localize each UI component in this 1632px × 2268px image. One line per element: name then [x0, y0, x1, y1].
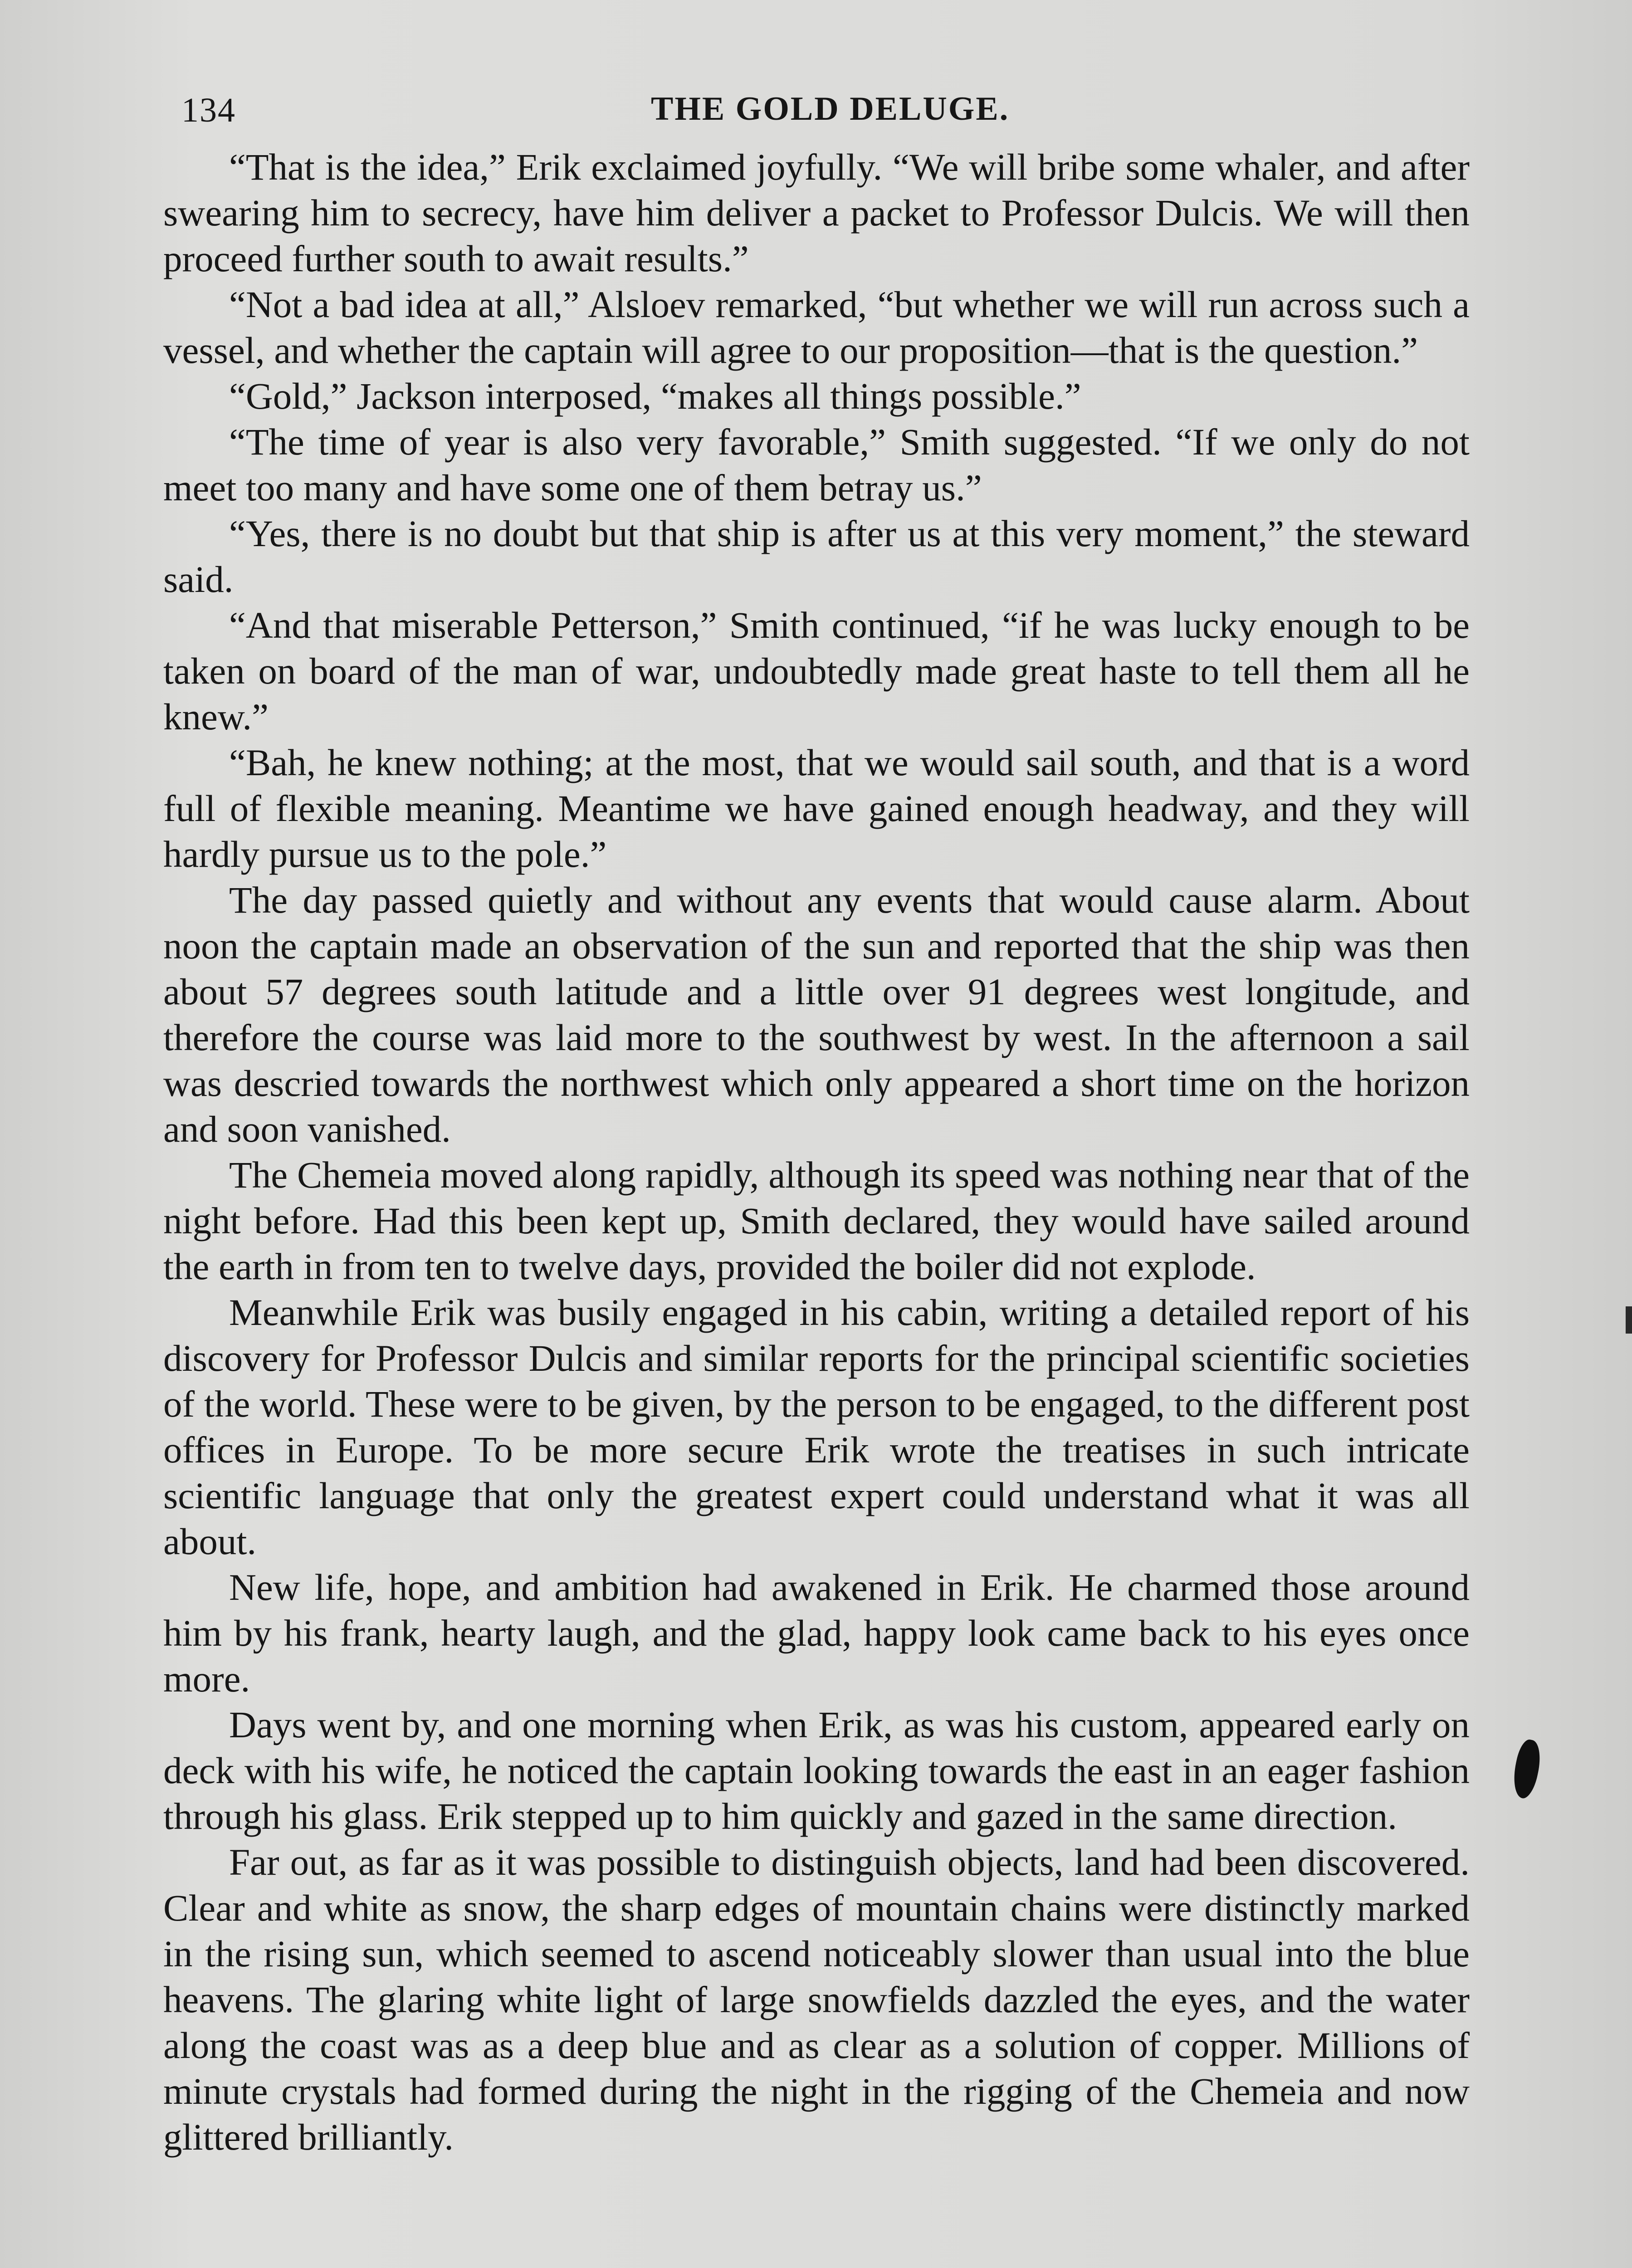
paragraph: “The time of year is also very favorable,” Smith suggested. “If we only do not meet too many and have some one of them betray us.”	[163, 421, 1470, 508]
page-edge-mark	[1626, 1306, 1632, 1334]
paragraph: Meanwhile Erik was busily engaged in his cabin, writing a detailed report of his discovery for Professor Dulcis and similar reports for the principal scientific societies of the world. These were to be given, by the person to be engaged, to the different post offices in Europe. To be more secure Erik wrote the treatises in such intricate scientific language that only the greatest expert could understand what it was all about.	[163, 1291, 1470, 1562]
paragraph: Far out, as far as it was possible to distinguish objects, land had been discovered. Clear and white as snow, the sharp edges of mountain chains were distinctly marked in the rising sun, which seemed to ascend noticeably slower than usual into the blue heavens. The glaring white light of large snowfields dazzled the eyes, and the water along the coast was as a deep blue and as clear as a solution of copper. Millions of minute crystals had formed during the night in the rigging of the Chemeia and now glittered brilliantly.	[163, 1841, 1470, 2158]
body-text	[163, 144, 1470, 2160]
paragraph: “Yes, there is no doubt but that ship is after us at this very moment,” the steward said.	[163, 513, 1470, 600]
paragraph: “And that miserable Petterson,” Smith continued, “if he was lucky enough to be taken on board of the man of war, undoubtedly made great haste to tell them all he knew.”	[163, 604, 1470, 738]
running-title: THE GOLD DELUGE.	[651, 90, 1010, 127]
paragraph: The Chemeia moved along rapidly, although its speed was nothing near that of the night before. Had this been kept up, Smith declared, they would have sailed around the earth in from ten to twelve days, provided the boiler did not explode.	[163, 1154, 1470, 1287]
paragraph: Days went by, and one morning when Erik, as was his custom, appeared early on deck with his wife, he noticed the captain looking towards the east in an eager fashion through his glass. Erik stepped up to him quickly and gazed in the same direction.	[163, 1704, 1470, 1837]
paragraph: The day passed quietly and without any events that would cause alarm. About noon the captain made an observation of the sun and reported that the ship was then about 57 degrees south latitude and a little over 91 degrees west longitude, and therefore the course was laid more to the southwest by west. In the afternoon a sail was descried towards the northwest which only appeared a short time on the horizon and soon vanished.	[163, 879, 1470, 1150]
paragraph: “Bah, he knew nothing; at the most, that we would sail south, and that is a word full of flexible meaning. Meantime we have gained enough headway, and they will hardly pursue us to the pole.”	[163, 742, 1470, 875]
paragraph: “Gold,” Jackson interposed, “makes all things possible.”	[229, 375, 1081, 417]
paragraph: New life, hope, and ambition had awakened in Erik. He charmed those around him by his frank, hearty laugh, and the glad, happy look came back to his eyes once more.	[163, 1566, 1470, 1700]
paragraph: “That is the idea,” Erik exclaimed joyfully. “We will bribe some whaler, and after swearing him to secrecy, have him deliver a packet to Professor Dulcis. We will then proceed further south to await results.”	[163, 146, 1470, 279]
paragraph: “Not a bad idea at all,” Alsloev remarked, “but whether we will run across such a vessel, and whether the captain will agree to our proposition—that is the question.”	[163, 284, 1470, 371]
page-number: 134	[181, 91, 236, 129]
running-head	[163, 86, 1524, 136]
ink-blot	[1509, 1738, 1544, 1800]
